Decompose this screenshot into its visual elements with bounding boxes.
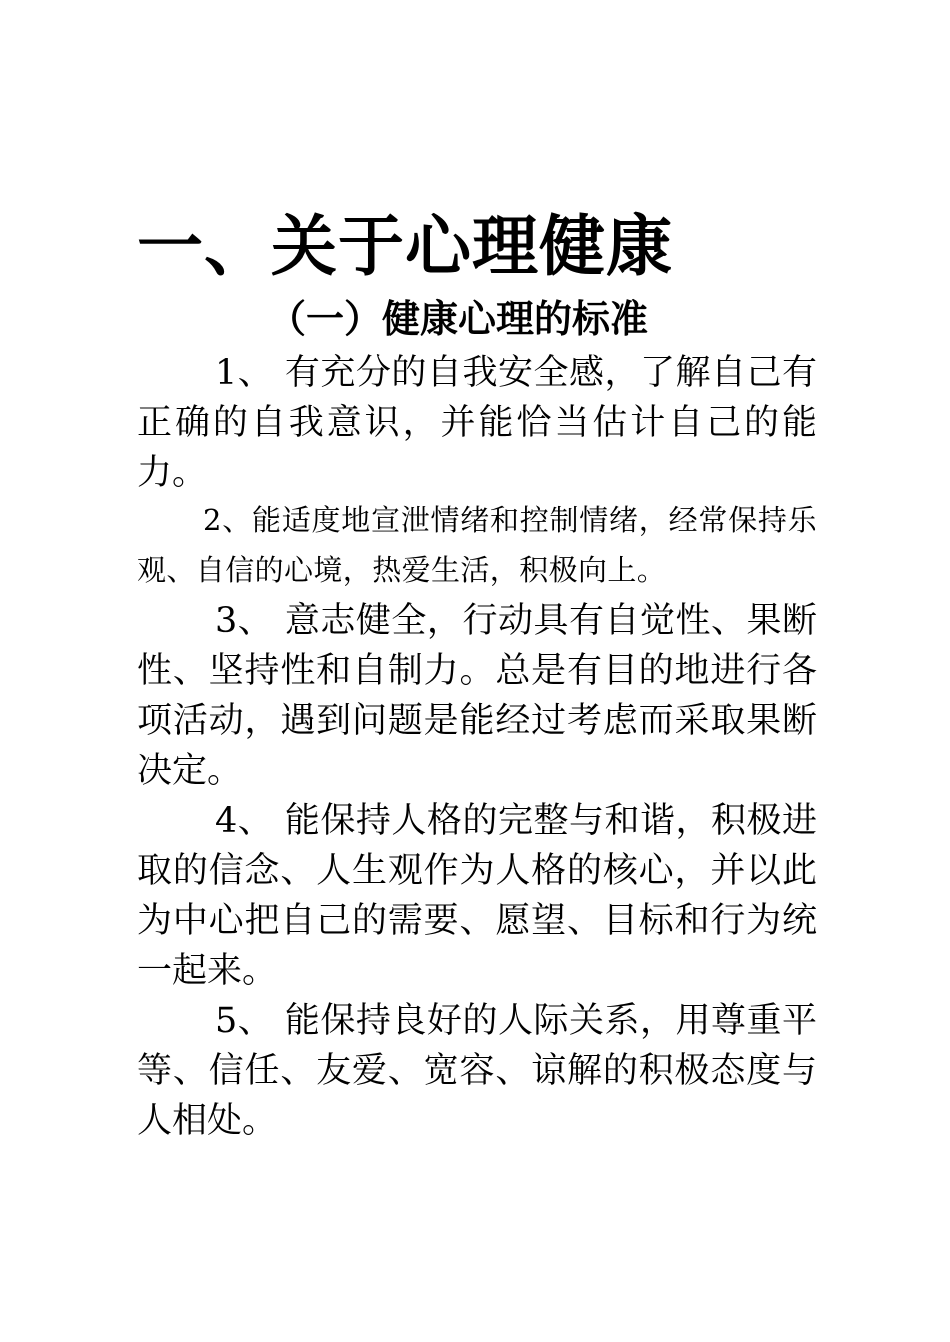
page-title: 一、关于心理健康 [137,208,673,285]
section-subtitle: （一）健康心理的标准 [268,297,649,341]
standard-item-1: 1、 有充分的自我安全感，了解自己有正确的自我意识，并能恰当估计自己的能力。 [137,353,817,493]
standard-item-3: 3、 意志健全，行动具有自觉性、果断性、坚持性和自制力。总是有目的地进行各项活动，遇到问题是能经过考虑而采取果断决定。 [137,601,817,791]
standard-item-2: 2、能适度地宣泄情绪和控制情绪，经常保持乐观、自信的心境，热爱生活，积极向上。 [137,503,817,587]
standard-item-5: 5、 能保持良好的人际关系，用尊重平等、信任、友爱、宽容、谅解的积极态度与人相处。 [137,1001,817,1141]
standard-item-4: 4、 能保持人格的完整与和谐，积极进取的信念、人生观作为人格的核心，并以此为中心把自己的需要、愿望、目标和行为统一起来。 [137,801,817,991]
